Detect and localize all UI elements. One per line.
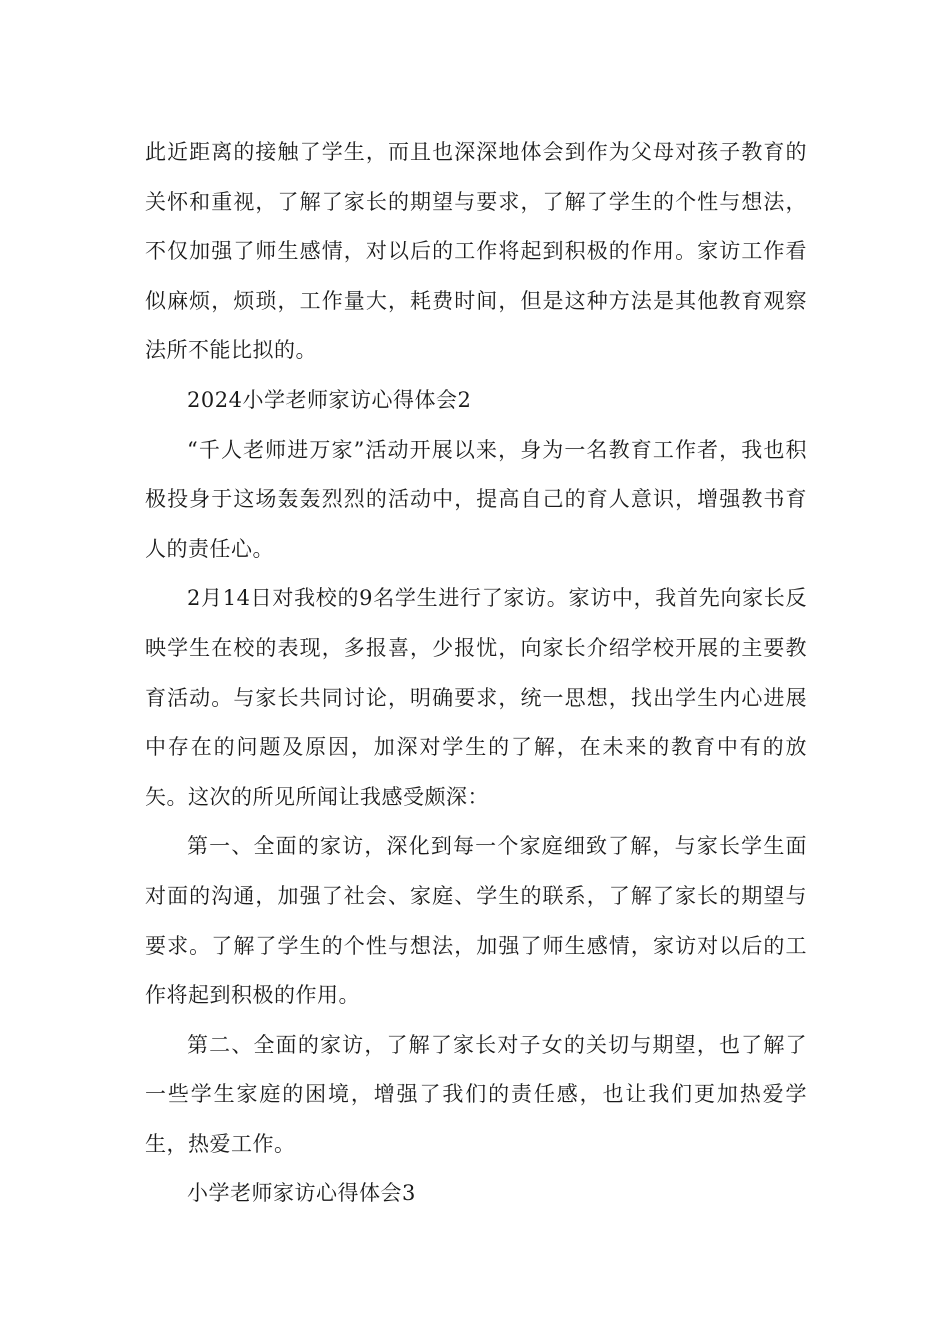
paragraph-home-visit: 2月14日对我校的9名学生进行了家访。家访中，我首先向家长反映学生在校的表现，多报喜，少报忧，向家长介绍学校开展的主要教育活动。与家长共同讨论，明确要求，统一思想，找出学生内心进展中存在的问题及原因，加深对学生的了解，在未来的教育中有的放矢。这次的所见所闻让我感受颇深： <box>145 586 807 809</box>
section-heading-3: 小学老师家访心得体会3 <box>187 1181 416 1206</box>
paragraph-first-point: 第一、全面的家访，深化到每一个家庭细致了解，与家长学生面对面的沟通，加强了社会、家庭、学生的联系，了解了家长的期望与要求。了解了学生的个性与想法，加强了师生感情，家访对以后的工作将起到积极的作用。 <box>145 834 807 1008</box>
section-heading-2: 2024小学老师家访心得体会2 <box>187 387 472 412</box>
paragraph-intro: “千人老师进万家”活动开展以来，身为一名教育工作者，我也积极投身于这场轰轰烈烈的活动中，提高自己的育人意识，增强教书育人的责任心。 <box>145 437 807 561</box>
document-body <box>145 128 807 1219</box>
paragraph-second-point: 第二、全面的家访，了解了家长对子女的关切与期望，也了解了一些学生家庭的困境，增强了我们的责任感，也让我们更加热爱学生，热爱工作。 <box>145 1032 807 1156</box>
paragraph-1: 此近距离的接触了学生，而且也深深地体会到作为父母对孩子教育的关怀和重视，了解了家长的期望与要求，了解了学生的个性与想法，不仅加强了师生感情，对以后的工作将起到积极的作用。家访工作看似麻烦，烦琐，工作量大，耗费时间，但是这种方法是其他教育观察法所不能比拟的。 <box>145 140 807 363</box>
